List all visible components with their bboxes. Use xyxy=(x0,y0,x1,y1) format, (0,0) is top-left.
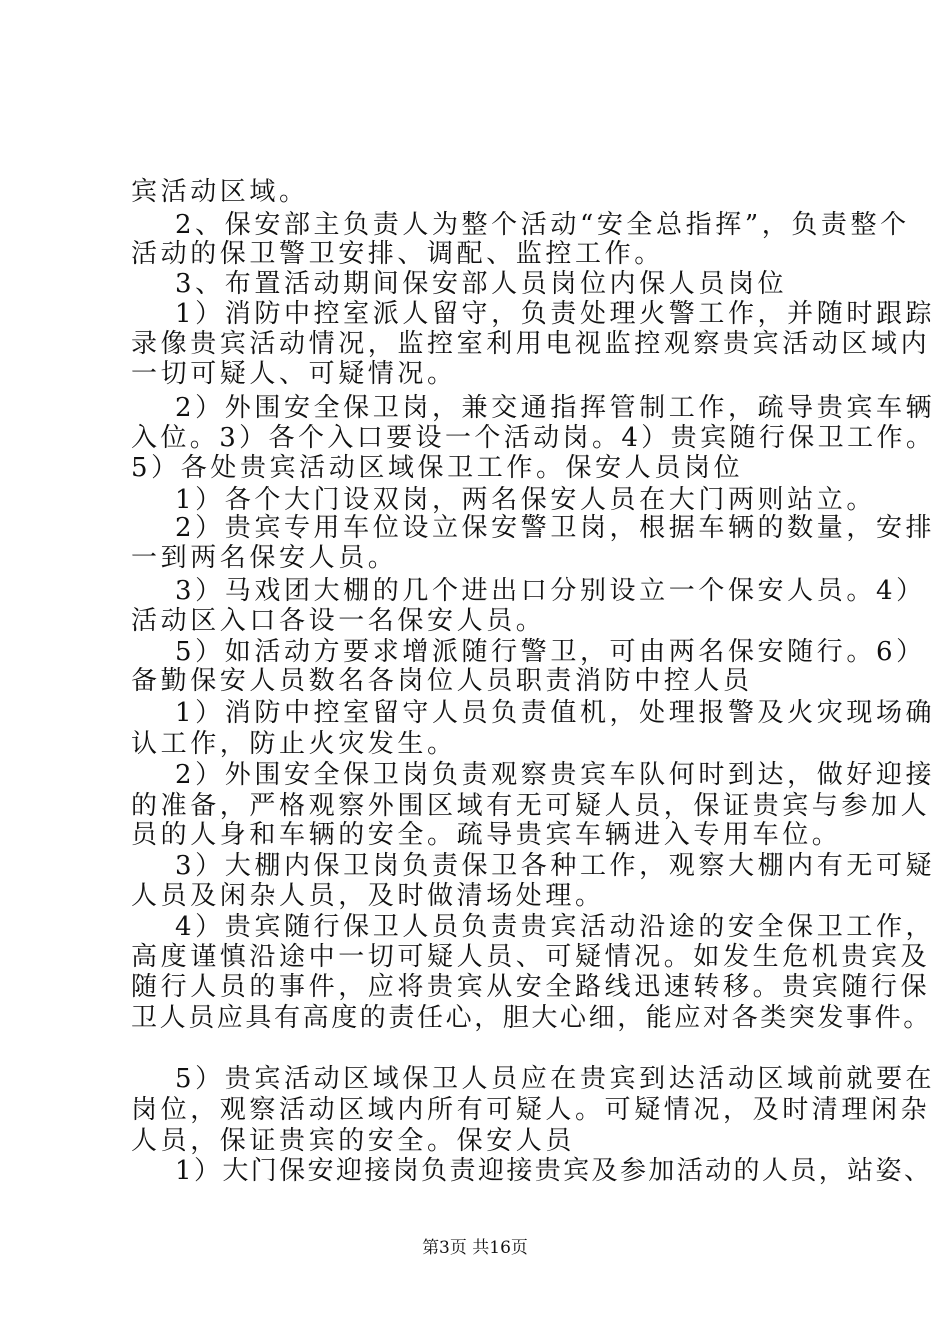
text-line: 2）贵宾专用车位设立保安警卫岗，根据车辆的数量，安排 xyxy=(175,513,936,543)
text-line: 2、保安部主负责人为整个活动“安全总指挥”，负责整个 xyxy=(175,210,910,240)
text-line: 2）外围安全保卫岗，兼交通指挥管制工作，疏导贵宾车辆 xyxy=(175,393,936,423)
text-line: 人员及闲杂人员，及时做清场处理。 xyxy=(131,881,605,911)
text-line: 5）贵宾活动区域保卫人员应在贵宾到达活动区域前就要在 xyxy=(175,1064,936,1094)
text-line: 人员，保证贵宾的安全。保安人员 xyxy=(131,1126,576,1156)
text-line: 1）各个大门设双岗，两名保安人员在大门两则站立。 xyxy=(175,485,876,515)
text-line: 一到两名保安人员。 xyxy=(131,543,398,573)
text-line: 活动的保卫警卫安排、调配、监控工作。 xyxy=(131,239,664,269)
text-line: 2）外围安全保卫岗负责观察贵宾车队何时到达，做好迎接 xyxy=(175,760,936,790)
text-line: 3）大棚内保卫岗负责保卫各种工作，观察大棚内有无可疑 xyxy=(175,851,936,881)
text-line: 1）大门保安迎接岗负责迎接贵宾及参加活动的人员，站姿、 xyxy=(175,1156,933,1186)
text-line: 活动区入口各设一名保安人员。 xyxy=(131,606,546,636)
text-line: 1）消防中控室留守人员负责值机，处理报警及火灾现场确 xyxy=(175,698,936,728)
text-line: 入位。3）各个入口要设一个活动岗。4）贵宾随行保卫工作。 xyxy=(131,423,936,453)
text-line: 一切可疑人、可疑情况。 xyxy=(131,359,457,389)
text-line: 的准备，严格观察外围区域有无可疑人员，保证贵宾与参加人 xyxy=(131,791,931,821)
text-line: 3、布置活动期间保安部人员岗位内保人员岗位 xyxy=(175,269,788,299)
text-line: 卫人员应具有高度的责任心，胆大心细，能应对各类突发事件。 xyxy=(131,1003,932,1033)
text-line: 认工作，防止火灾发生。 xyxy=(131,729,457,759)
text-line: 员的人身和车辆的安全。疏导贵宾车辆进入专用车位。 xyxy=(131,820,842,850)
page-number-footer: 第3页 共16页 xyxy=(422,1238,528,1258)
text-line: 宾活动区域。 xyxy=(131,177,309,207)
text-line: 随行人员的事件，应将贵宾从安全路线迅速转移。贵宾随行保 xyxy=(131,972,931,1002)
text-line: 录像贵宾活动情况，监控室利用电视监控观察贵宾活动区域内 xyxy=(131,329,931,359)
text-line: 高度谨慎沿途中一切可疑人员、可疑情况。如发生危机贵宾及 xyxy=(131,942,931,972)
text-line: 5）如活动方要求增派随行警卫，可由两名保安随行。6） xyxy=(175,637,926,667)
text-line: 岗位，观察活动区域内所有可疑人。可疑情况，及时清理闲杂 xyxy=(131,1095,931,1125)
text-line: 1）消防中控室派人留守，负责处理火警工作，并随时跟踪 xyxy=(175,299,936,329)
text-line: 备勤保安人员数名各岗位人员职责消防中控人员 xyxy=(131,666,753,696)
text-line: 4）贵宾随行保卫人员负责贵宾活动沿途的安全保卫工作， xyxy=(175,912,936,942)
text-line: 3）马戏团大棚的几个进出口分别设立一个保安人员。4） xyxy=(175,576,926,606)
text-line: 5）各处贵宾活动区域保卫工作。保安人员岗位 xyxy=(131,453,744,483)
